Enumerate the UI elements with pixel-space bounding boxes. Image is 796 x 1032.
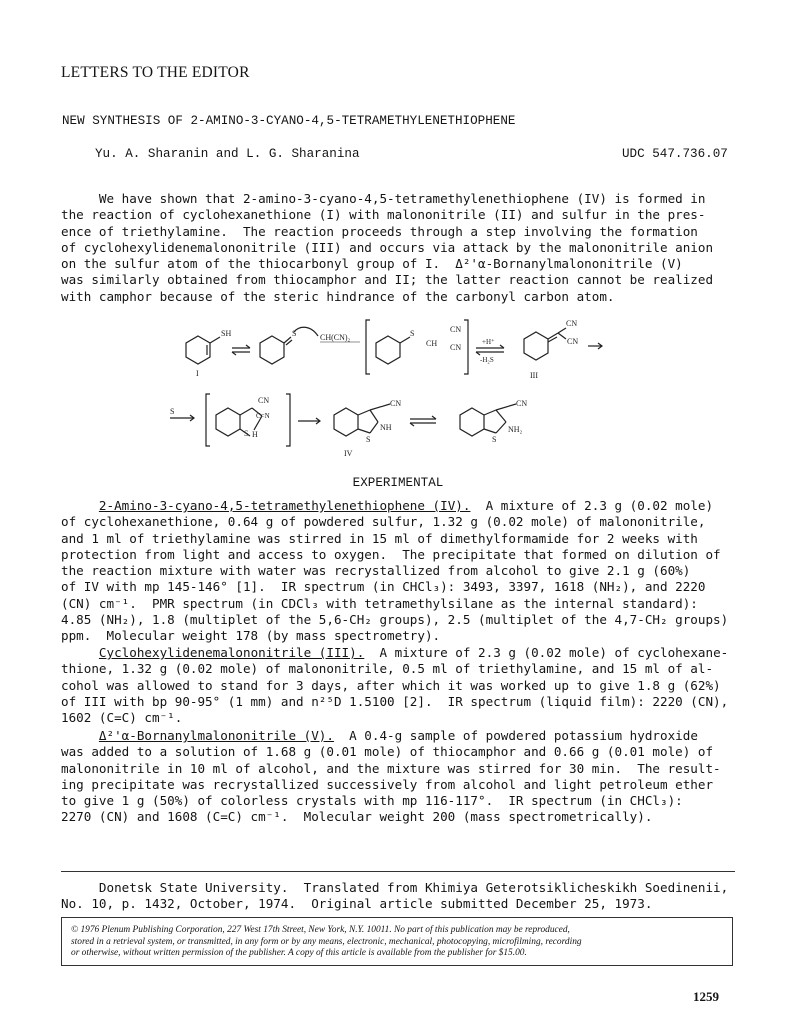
text-line: A mixture of 2.3 g (0.02 mole) of cyclohexane- xyxy=(364,645,729,660)
text-line: or otherwise, without written permission of the publisher. A copy of this article is available from the publisher for $15.00. xyxy=(71,948,527,958)
text-line: cohol was allowed to stand for 3 days, after which it was worked up to give 1.8 g (62%) xyxy=(61,677,721,693)
experimental-heading: EXPERIMENTAL xyxy=(352,476,444,490)
s-label: S xyxy=(366,435,371,444)
article-title: NEW SYNTHESIS OF 2-AMINO-3-CYANO-4,5-TETRAMETHYLENETHIOPHENE xyxy=(62,114,516,128)
section-header: LETTERS TO THE EDITOR xyxy=(61,64,250,81)
udc-code: UDC 547.736.07 xyxy=(622,147,728,161)
procedure-title: Δ²'α-Bornanylmalononitrile (V). xyxy=(98,728,334,743)
compound-label-I: I xyxy=(196,369,199,378)
cn-label: CN xyxy=(450,343,462,352)
reaction-arrow xyxy=(476,345,504,355)
cn-label: CN xyxy=(390,399,402,408)
text-line: the reaction mixture with water was recrystallized from alcohol to give 2.1 g (60%) xyxy=(61,563,691,579)
text-line: the reaction of cyclohexanethione (I) with malononitrile (II) and sulfur in the pres- xyxy=(61,207,706,223)
text-line: was added to a solution of 1.68 g (0.01 mole) of thiocamphor and 0.66 g (0.01 mole) of xyxy=(61,744,714,760)
text-line: was similarly obtained from thiocamphor and II; the latter reaction cannot be realized xyxy=(61,272,714,288)
text-line: malononitrile in 10 ml of alcohol, and the mixture was stirred for 30 min. The result- xyxy=(61,760,721,776)
text-line: ing precipitate was recrystallized successively from alcohol and light petroleum ether xyxy=(61,776,714,792)
procedure-compound-iii xyxy=(61,645,731,726)
text-line: of cyclohexylidenemalononitrile (III) and occurs via attack by the malononitrile anion xyxy=(61,239,714,255)
text-line: We have shown that 2-amino-3-cyano-4,5-tetramethylenethiophene (IV) is formed in xyxy=(61,191,706,206)
text-line: © 1976 Plenum Publishing Corporation, 227 West 17th Street, New York, N.Y. 10011. No part of this publication may be reproduced, xyxy=(71,925,570,935)
text-line: and 1 ml of triethylamine was stirred in 15 ml of dimethylformamide for 2 weeks with xyxy=(61,530,698,546)
intermediate-structure xyxy=(376,336,410,364)
procedure-title: Cyclohexylidenemalononitrile (III). xyxy=(98,645,365,660)
cyclohexylidenemalononitrile-structure xyxy=(524,328,566,360)
curved-arrow xyxy=(294,327,318,336)
text-line: ppm. Molecular weight 178 (by mass spectrometry). xyxy=(61,628,441,644)
page-number: 1259 xyxy=(693,989,719,1004)
h-plus-label: +H⁺ xyxy=(482,338,495,346)
equilibrium-arrow xyxy=(232,345,250,355)
reaction-scheme xyxy=(170,306,630,466)
c-eq-n-label: C=N xyxy=(256,412,270,420)
text-line: A mixture of 2.3 g (0.02 mole) xyxy=(470,498,714,513)
text-line: stored in a retrieval system, or transmitted, in any form or by any means, electronic, mechanical, photocopying, microfilming, recording xyxy=(71,936,582,947)
text-line: protection from light and access to oxygen. The precipitate that formed on dilution of xyxy=(61,546,721,562)
text-line: ence of triethylamine. The reaction proceeds through a step involving the formation xyxy=(61,223,698,239)
s-label: S xyxy=(244,429,249,438)
authors: Yu. A. Sharanin and L. G. Sharanina xyxy=(95,147,360,161)
nh2-label: NH₂ xyxy=(508,425,523,434)
bracket-right xyxy=(286,394,290,446)
bracket-left xyxy=(366,320,370,374)
text-line: A 0.4-g sample of powdered potassium hydroxide xyxy=(333,728,698,743)
compound-label-IV: IV xyxy=(344,449,353,458)
text-line: of cyclohexanethione, 0.64 g of powdered sulfur, 1.32 g (0.02 mole) of malononitrile, xyxy=(61,514,706,530)
compound-label-III: III xyxy=(530,371,538,380)
ch-label: CH xyxy=(426,339,438,348)
cyclohexenethiol-structure xyxy=(186,336,220,364)
procedure-compound-v xyxy=(61,728,731,826)
footnote-divider xyxy=(61,871,735,872)
text-line: thione, 1.32 g (0.02 mole) of malononitrile, 0.5 ml of triethylamine, and 15 ml of al- xyxy=(61,661,714,677)
text-line: Donetsk State University. Translated from Khimiya Geterotsiklicheskikh Soedinenii, xyxy=(61,880,729,895)
cn-label: CN xyxy=(567,337,579,346)
cn-label: CN xyxy=(566,319,578,328)
copyright-notice xyxy=(71,925,721,960)
cyclohexanethione-structure xyxy=(260,336,292,364)
bracket-right xyxy=(464,320,468,374)
s-label: S xyxy=(492,435,497,444)
procedure-compound-iv xyxy=(61,498,731,645)
text-line: on the sulfur atom of the thiocarbonyl group of I. Δ²'α-Bornanylmalononitrile (V) xyxy=(61,256,683,272)
text-line: No. 10, p. 1432, October, 1974. Original article submitted December 25, 1973. xyxy=(61,896,653,912)
affiliation-footnote xyxy=(61,880,728,913)
intro-paragraph xyxy=(61,191,731,305)
text-line: with camphor because of the steric hindrance of the carbonyl carbon atom. xyxy=(61,288,615,304)
s-label: S xyxy=(410,329,415,338)
s-label: S xyxy=(292,329,297,338)
h2s-label: -H₂S xyxy=(480,356,494,364)
text-line: 2270 (CN) and 1608 (C=C) cm⁻¹. Molecular weight 200 (mass spectrometrically). xyxy=(61,809,653,825)
tautomer-arrow xyxy=(410,416,436,426)
text-line: to give 1 g (50%) of colorless crystals with mp 116-117°. IR spectrum (in CHCl₃): xyxy=(61,793,683,809)
malononitrile-label: CH(CN)₂ xyxy=(320,333,351,342)
bracket-left xyxy=(206,394,210,446)
s-label: S xyxy=(170,407,175,416)
cn-label: CN xyxy=(258,396,270,405)
text-line: of IV with mp 145-146° [1]. IR spectrum (in CHCl₃): 3493, 3397, 1618 (NH₂), and 2220 xyxy=(61,579,706,595)
cn-label: CN xyxy=(516,399,528,408)
text-line: of III with bp 90-95° (1 mm) and n²⁵D 1.5100 [2]. IR spectrum (liquid film): 2220 (CN), xyxy=(61,693,729,709)
sh-label: SH xyxy=(221,329,232,338)
nh-label: NH xyxy=(380,423,392,432)
procedure-title: 2-Amino-3-cyano-4,5-tetramethylenethiophene (IV). xyxy=(98,498,471,513)
h-label: H xyxy=(252,430,258,439)
cn-label: CN xyxy=(450,325,462,334)
text-line: 4.85 (NH₂), 1.8 (multiplet of the 5,6-CH₂ groups), 2.5 (multiplet of the 4,7-CH₂ groups) xyxy=(61,612,729,628)
text-line: 1602 (C=C) cm⁻¹. xyxy=(61,710,183,726)
text-line: (CN) cm⁻¹. PMR spectrum (in CDCl₃ with tetramethylsilane as the internal standard): xyxy=(61,595,698,611)
